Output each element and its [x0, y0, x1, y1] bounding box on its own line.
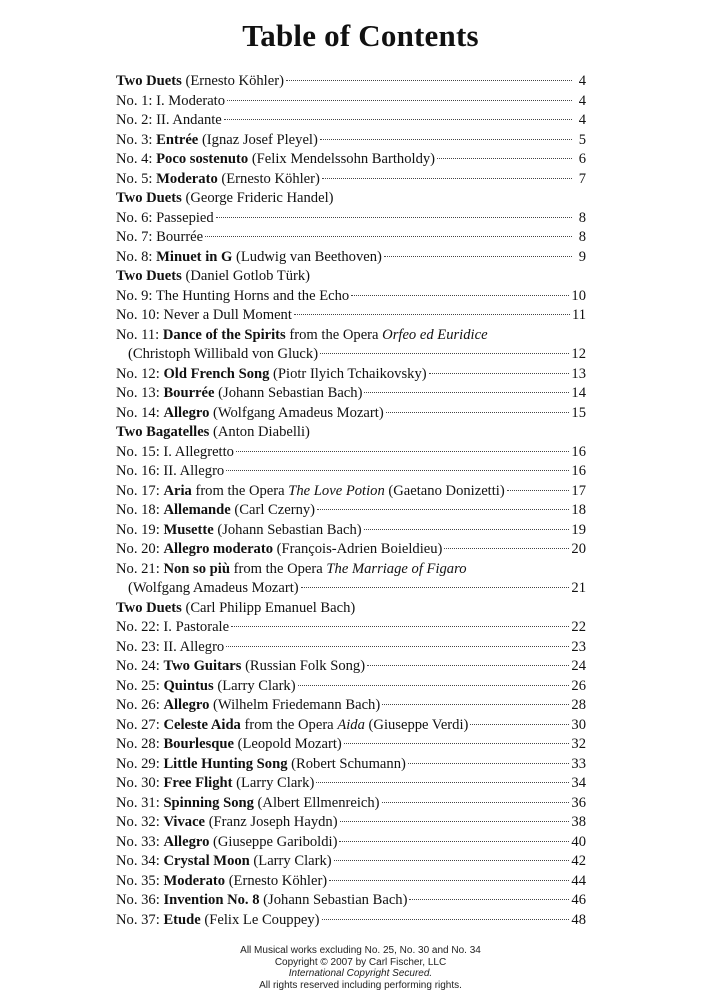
toc-entry-title	[116, 794, 380, 814]
page-number: 22	[571, 619, 586, 635]
work-title: Minuet in G	[156, 248, 233, 265]
page-number: 36	[571, 794, 586, 811]
toc-entry-title	[116, 170, 320, 190]
work-title: Quintus	[163, 677, 214, 694]
toc-entry-title	[116, 189, 334, 209]
toc-entry	[116, 618, 586, 638]
entry-text: No. 20:	[116, 541, 164, 557]
toc-entry-title	[116, 774, 314, 794]
entry-text: No. 34:	[116, 853, 164, 869]
toc-entry-title	[116, 599, 355, 619]
toc-entry-title	[116, 131, 318, 151]
toc-entry	[116, 716, 586, 736]
dot-leader	[301, 587, 570, 588]
dot-leader	[437, 158, 572, 159]
entry-text: No. 22: I. Pastorale	[116, 619, 230, 635]
page-number: 10	[571, 287, 586, 304]
toc-entry	[116, 228, 586, 248]
dot-leader	[367, 665, 569, 666]
work-title: Two Duets	[116, 599, 182, 616]
entry-text: No. 32:	[116, 814, 164, 830]
page-number: 6	[578, 151, 586, 167]
entry-text: No. 31:	[116, 794, 164, 811]
toc-entry	[116, 521, 586, 541]
toc-entry	[116, 326, 586, 346]
toc-entry-title	[116, 287, 349, 307]
toc-entry-title	[116, 735, 342, 755]
work-title: Old French Song	[163, 365, 270, 382]
footer-line-4: All rights reserved including performing rights.	[259, 979, 462, 991]
entry-text: No. 26:	[116, 697, 164, 713]
work-title: Allemande	[163, 502, 231, 518]
toc-entry-title	[116, 833, 337, 853]
entry-text: (François-Adrien Boieldieu)	[273, 541, 443, 557]
work-title: Crystal Moon	[163, 853, 250, 869]
dot-leader	[298, 685, 570, 686]
work-title: Two Bagatelles	[116, 424, 210, 440]
toc-entry-title	[116, 72, 284, 92]
entry-text: (Ernesto Köhler)	[181, 73, 284, 89]
work-title: Celeste Aida	[163, 716, 241, 733]
toc-entry	[116, 404, 586, 424]
entry-text: (Giuseppe Verdi)	[364, 716, 469, 733]
work-title: Moderato	[156, 170, 218, 187]
dot-leader	[294, 314, 570, 315]
toc-entry-title	[116, 267, 310, 287]
entry-text: (Robert Schumann)	[287, 755, 406, 772]
dot-leader	[227, 100, 572, 101]
page-number: 17	[571, 482, 586, 499]
opera-title: The Love Potion	[288, 482, 385, 499]
dot-leader	[507, 490, 570, 491]
page-number: 42	[571, 853, 586, 869]
entry-text: (Giuseppe Gariboldi)	[209, 833, 338, 850]
entry-text: No. 27:	[116, 716, 164, 733]
toc-entry-title	[116, 248, 382, 268]
work-title: Two Guitars	[163, 658, 242, 674]
toc-entry-title	[116, 423, 310, 443]
dot-leader	[339, 841, 569, 842]
dot-leader	[322, 178, 572, 179]
dot-leader	[351, 295, 569, 296]
toc-entry-title	[116, 306, 292, 326]
dot-leader	[408, 763, 570, 764]
entry-text: (Leopold Mozart)	[233, 736, 342, 752]
toc-entry-title	[116, 326, 488, 346]
entry-text: No. 9: The Hunting Horns and the Echo	[116, 287, 350, 304]
page-number: 8	[578, 209, 586, 226]
work-title: Etude	[163, 911, 201, 928]
toc-entry-title	[116, 228, 203, 248]
opera-title: Aida	[337, 716, 365, 733]
toc-entry	[116, 677, 586, 697]
footer-line-2: Copyright © 2007 by Carl Fischer, LLC	[274, 956, 447, 968]
toc-entry-title	[116, 443, 234, 463]
toc-entry	[116, 638, 586, 658]
toc-entry	[116, 248, 586, 268]
toc-entry	[116, 287, 586, 307]
dot-leader	[344, 743, 570, 744]
entry-text: (Ernesto Köhler)	[225, 872, 328, 889]
toc-entry	[116, 852, 586, 872]
opera-title: The Marriage of Figaro	[326, 560, 467, 577]
entry-text: No. 19:	[116, 521, 164, 538]
work-title: Spinning Song	[163, 794, 254, 811]
entry-text: (Ludwig van Beethoven)	[232, 248, 382, 265]
page-number: 4	[578, 92, 586, 109]
toc-entry	[116, 150, 586, 170]
toc-entry-title	[116, 657, 365, 677]
dot-leader	[224, 119, 572, 120]
work-title: Bourlesque	[163, 736, 234, 752]
dot-leader	[320, 139, 572, 140]
work-title: Allegro	[163, 697, 210, 713]
page-number: 34	[571, 775, 586, 791]
page-number: 28	[571, 697, 586, 713]
page-number: 23	[571, 638, 586, 655]
entry-text: (Wolfgang Amadeus Mozart)	[209, 404, 384, 421]
dot-leader	[317, 509, 569, 510]
footer-line-1: All Musical works excluding No. 25, No. 30 and No. 34	[240, 945, 481, 956]
page-number: 38	[571, 814, 586, 830]
entry-text: (Anton Diabelli)	[209, 424, 310, 440]
entry-text: (Russian Folk Song)	[241, 658, 366, 674]
work-title: Dance of the Spirits	[162, 326, 286, 343]
entry-text: from the Opera	[240, 716, 338, 733]
entry-text: (Wilhelm Friedemann Bach)	[209, 697, 381, 713]
page-number: 48	[571, 911, 586, 928]
toc-entry	[116, 696, 586, 716]
toc-entry	[116, 111, 586, 131]
entry-text: No. 35:	[116, 872, 164, 889]
toc-entry-title	[116, 92, 225, 112]
toc-entry	[116, 735, 586, 755]
entry-text: No. 1: I. Moderato	[116, 92, 226, 109]
entry-text: No. 4:	[116, 151, 157, 167]
entry-text: No. 12:	[116, 365, 164, 382]
page-number: 4	[578, 112, 586, 128]
work-title: Invention No. 8	[163, 892, 260, 908]
toc-entry	[116, 267, 586, 287]
page-number: 11	[571, 307, 586, 323]
page-number: 32	[571, 736, 586, 752]
entry-text: (Ernesto Köhler)	[217, 170, 320, 187]
entry-text: No. 25:	[116, 677, 164, 694]
entry-text: (Carl Czerny)	[230, 502, 316, 518]
entry-text: No. 15: I. Allegretto	[116, 443, 234, 460]
entry-text: No. 36:	[116, 892, 164, 908]
page-number: 46	[571, 892, 586, 908]
entry-text: No. 24:	[116, 658, 164, 674]
entry-text: (Wolfgang Amadeus Mozart)	[128, 580, 299, 596]
page-number: 14	[571, 385, 586, 401]
work-title: Bourrée	[163, 385, 215, 401]
toc-entry	[116, 209, 586, 229]
toc-entry-title	[116, 677, 296, 697]
entry-text: No. 33:	[116, 833, 164, 850]
dot-leader	[226, 646, 569, 647]
page-number: 13	[571, 365, 586, 382]
entry-text: No. 37:	[116, 911, 164, 928]
dot-leader	[409, 899, 569, 900]
toc-entry	[116, 599, 586, 619]
toc-entry-title	[116, 872, 327, 892]
dot-leader	[329, 880, 569, 881]
page-number: 24	[571, 658, 586, 674]
toc-entry	[116, 131, 586, 151]
toc-entry	[116, 384, 586, 404]
entry-text: (Johann Sebastian Bach)	[259, 892, 408, 908]
toc-entry-title	[116, 618, 229, 638]
toc-entry-title	[116, 852, 332, 872]
dot-leader	[334, 860, 570, 861]
dot-leader	[429, 373, 570, 374]
page-number: 5	[578, 131, 586, 148]
entry-text: No. 11:	[116, 326, 163, 343]
dot-leader	[226, 470, 569, 471]
toc-entry	[116, 423, 586, 443]
entry-text: from the Opera	[191, 482, 289, 499]
toc-entry	[116, 813, 586, 833]
toc-entry	[116, 833, 586, 853]
toc-entry-title	[128, 345, 318, 365]
toc-entry-title	[116, 638, 224, 658]
toc-entry	[116, 579, 586, 599]
page-number: 15	[571, 404, 586, 421]
entry-text: (Albert Ellmenreich)	[253, 794, 380, 811]
page-number: 44	[571, 872, 586, 889]
dot-leader	[340, 821, 570, 822]
page-number: 16	[571, 443, 586, 460]
work-title: Poco sostenuto	[156, 151, 249, 167]
dot-leader	[386, 412, 570, 413]
entry-text: (Franz Joseph Haydn)	[205, 814, 338, 830]
toc-entry	[116, 774, 586, 794]
entry-text: from the Opera	[229, 560, 327, 577]
page-number: 18	[571, 502, 586, 518]
toc-entry	[116, 560, 586, 580]
entry-text: (Larry Clark)	[249, 853, 332, 869]
work-title: Two Duets	[116, 190, 182, 206]
page-number: 16	[571, 463, 586, 479]
entry-text: (Ignaz Josef Pleyel)	[198, 131, 318, 148]
work-title: Two Duets	[116, 268, 182, 284]
dot-leader	[320, 353, 569, 354]
dot-leader	[322, 919, 570, 920]
dot-leader	[382, 704, 569, 705]
entry-text: (Piotr Ilyich Tchaikovsky)	[269, 365, 427, 382]
entry-text: No. 29:	[116, 755, 164, 772]
dot-leader	[364, 529, 570, 530]
dot-leader	[286, 80, 572, 81]
page-number: 12	[571, 346, 586, 362]
page-title: Table of Contents	[242, 18, 479, 53]
entry-text: No. 23: II. Allegro	[116, 638, 225, 655]
dot-leader	[382, 802, 570, 803]
opera-title: Orfeo ed Euridice	[382, 326, 488, 343]
toc-entry-title	[116, 560, 467, 580]
toc-entry	[116, 911, 586, 931]
page-number: 33	[571, 755, 586, 772]
work-title: Two Duets	[116, 73, 182, 89]
toc-entry	[116, 365, 586, 385]
footer-line-3: International Copyright Secured.	[288, 968, 433, 979]
entry-text: No. 5:	[116, 170, 157, 187]
work-title: Entrée	[156, 131, 199, 148]
work-title: Allegro	[163, 404, 210, 421]
entry-text: No. 30:	[116, 775, 164, 791]
toc-entry-title	[116, 540, 442, 560]
page-number: 20	[571, 541, 586, 557]
toc-entry-title	[116, 813, 338, 833]
work-title: Non so più	[163, 560, 230, 577]
work-title: Allegro moderato	[163, 541, 273, 557]
dot-leader	[364, 392, 569, 393]
dot-leader	[216, 217, 572, 218]
work-title: Aria	[163, 482, 192, 499]
dot-leader	[384, 256, 572, 257]
toc-entry	[116, 872, 586, 892]
entry-text: No. 6: Passepied	[116, 209, 214, 226]
work-title: Moderato	[163, 872, 226, 889]
entry-text: from the Opera	[285, 326, 383, 343]
page-number: 9	[578, 248, 586, 265]
toc-entry	[116, 345, 586, 365]
toc-entry-title	[116, 404, 384, 424]
toc-entry-title	[116, 716, 468, 736]
toc-entry-title	[116, 150, 435, 170]
entry-text: No. 3:	[116, 131, 157, 148]
entry-text: No. 18:	[116, 502, 164, 518]
entry-text: No. 14:	[116, 404, 164, 421]
toc-entry	[116, 794, 586, 814]
toc-entry	[116, 891, 586, 911]
toc-entry	[116, 306, 586, 326]
toc-entry-title	[116, 365, 427, 385]
work-title: Little Hunting Song	[163, 755, 288, 772]
page-number: 7	[578, 170, 586, 187]
work-title: Free Flight	[163, 775, 233, 791]
page-number: 19	[571, 521, 586, 538]
work-title: Allegro	[163, 833, 210, 850]
entry-text: No. 8:	[116, 248, 157, 265]
entry-text: No. 17:	[116, 482, 164, 499]
entry-text: No. 7: Bourrée	[116, 229, 204, 245]
toc-entry	[116, 72, 586, 92]
entry-text: (Christoph Willibald von Gluck)	[128, 346, 319, 362]
dot-leader	[236, 451, 569, 452]
toc-entry-title	[116, 755, 406, 775]
toc-entry-title	[116, 501, 315, 521]
page-number: 40	[571, 833, 586, 850]
toc-entry-title	[116, 911, 320, 931]
entry-text: (Felix Mendelssohn Bartholdy)	[248, 151, 436, 167]
toc-entry	[116, 443, 586, 463]
entry-text: No. 16: II. Allegro	[116, 463, 225, 479]
entry-text: (Carl Philipp Emanuel Bach)	[181, 599, 356, 616]
entry-text: No. 28:	[116, 736, 164, 752]
entry-text: (Johann Sebastian Bach)	[213, 521, 362, 538]
toc-entry-title	[116, 384, 362, 404]
toc-entry-title	[116, 696, 380, 716]
table-of-contents	[116, 72, 586, 930]
entry-text: No. 2: II. Andante	[116, 112, 222, 128]
dot-leader	[316, 782, 569, 783]
work-title: Musette	[163, 521, 214, 538]
toc-entry-title	[116, 891, 407, 911]
entry-text: (Daniel Gotlob Türk)	[181, 268, 311, 284]
copyright-footer	[0, 945, 721, 991]
toc-entry	[116, 657, 586, 677]
toc-entry-title	[116, 521, 362, 541]
page-number: 8	[578, 229, 586, 245]
toc-entry-title	[116, 111, 222, 131]
toc-entry-title	[116, 462, 224, 482]
entry-text: (Johann Sebastian Bach)	[214, 385, 363, 401]
toc-entry	[116, 482, 586, 502]
toc-entry-title	[116, 209, 214, 229]
work-title: Vivace	[163, 814, 206, 830]
toc-entry	[116, 170, 586, 190]
toc-entry-title	[116, 482, 505, 502]
toc-entry	[116, 755, 586, 775]
dot-leader	[231, 626, 569, 627]
page-number: 30	[571, 716, 586, 733]
entry-text: No. 21:	[116, 560, 164, 577]
toc-entry	[116, 462, 586, 482]
entry-text: (Felix Le Couppey)	[200, 911, 320, 928]
dot-leader	[470, 724, 569, 725]
entry-text: No. 10: Never a Dull Moment	[116, 307, 292, 323]
toc-entry-title	[128, 579, 299, 599]
page-number: 26	[571, 677, 586, 694]
entry-text: (Larry Clark)	[232, 775, 315, 791]
dot-leader	[205, 236, 572, 237]
toc-entry	[116, 540, 586, 560]
toc-entry	[116, 189, 586, 209]
entry-text: (Gaetano Donizetti)	[384, 482, 505, 499]
page-number: 21	[571, 580, 586, 596]
toc-entry	[116, 501, 586, 521]
page-number: 4	[578, 73, 586, 89]
entry-text: (Larry Clark)	[213, 677, 296, 694]
entry-text: No. 13:	[116, 385, 164, 401]
toc-entry	[116, 92, 586, 112]
entry-text: (George Frideric Handel)	[181, 190, 334, 206]
dot-leader	[444, 548, 569, 549]
